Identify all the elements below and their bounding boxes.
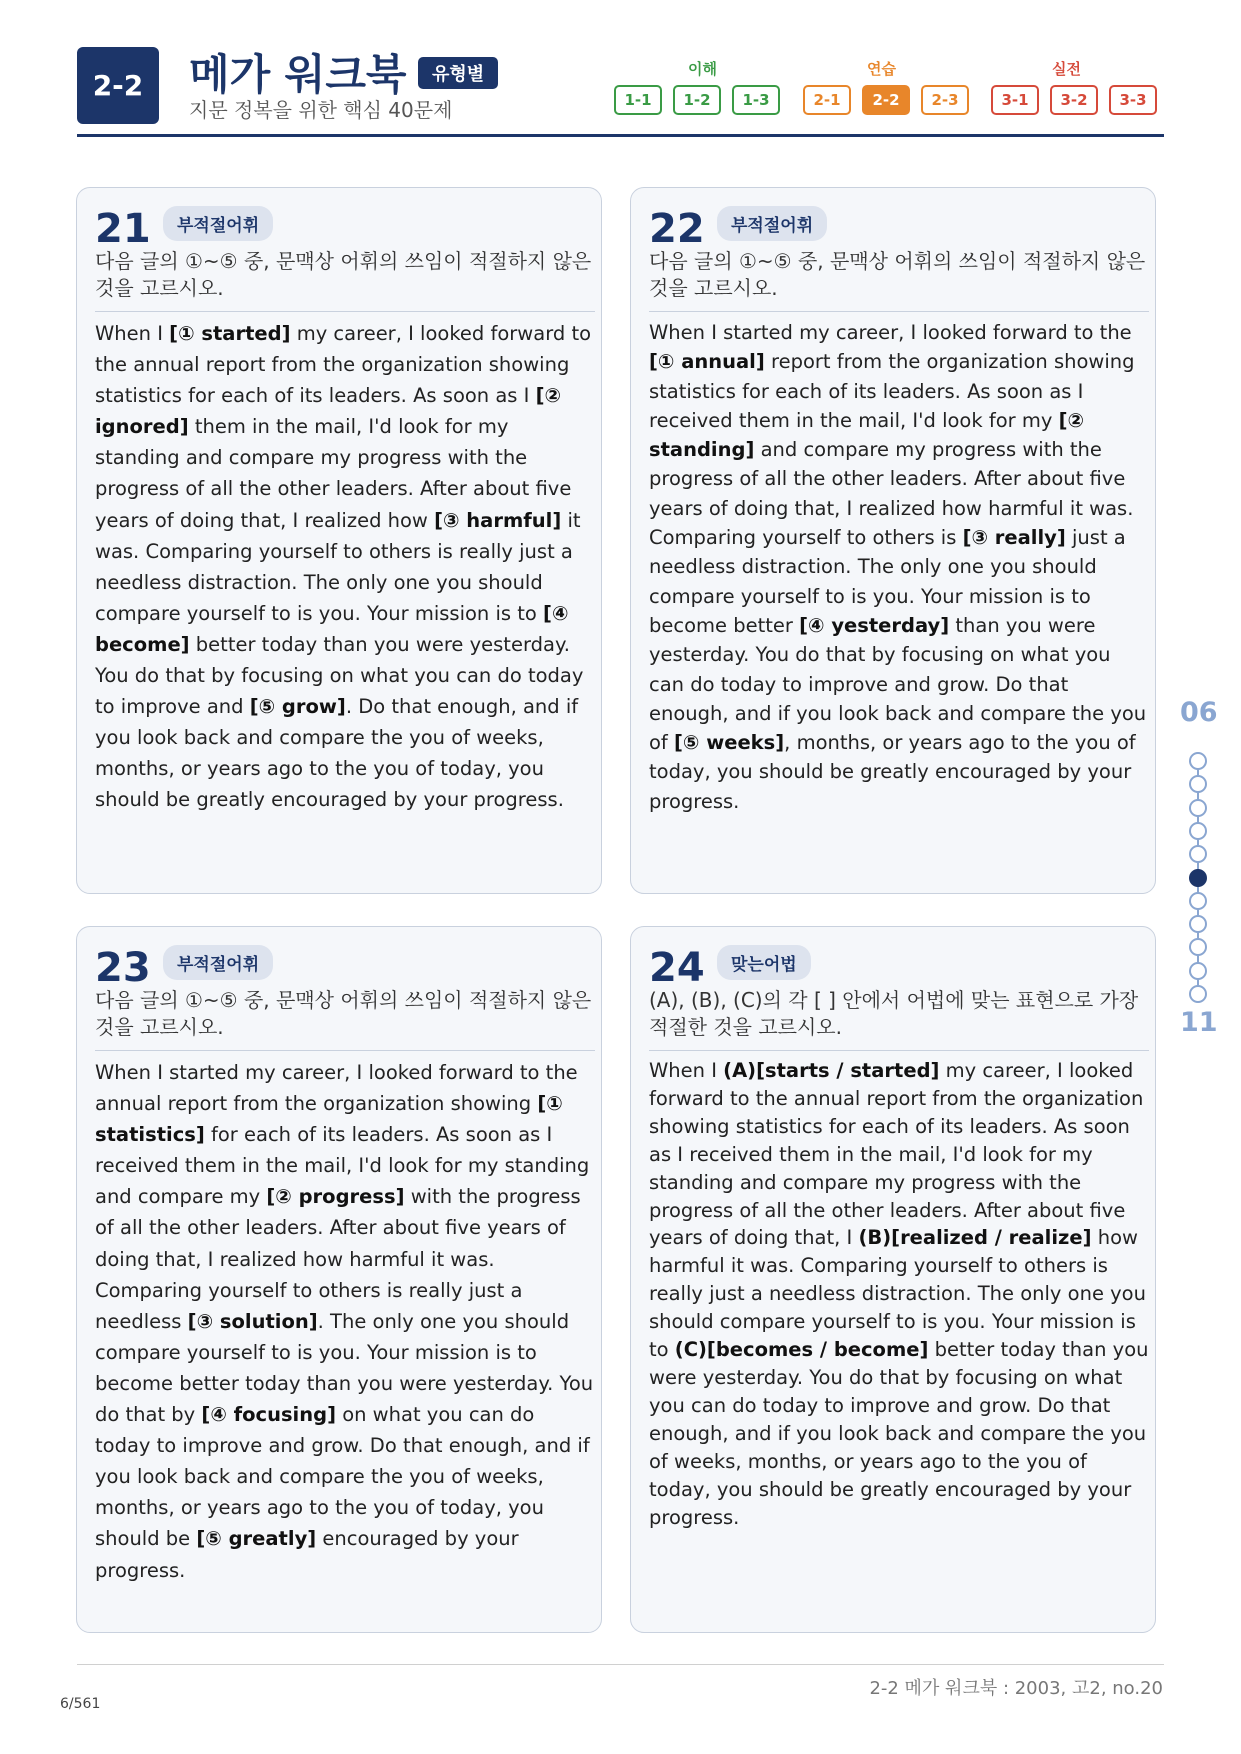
step-1-2[interactable]: 1-2 bbox=[673, 85, 721, 115]
group-label-practice: 연습 bbox=[867, 60, 896, 78]
page-number: 6/561 bbox=[60, 1696, 101, 1712]
progress-dot bbox=[1189, 869, 1207, 887]
passage-text: When I started my career, I looked forward to the annual report from the organization showing [① statistics] for each of its leaders. As soon as I received them in the mail, I'd look for my standing and compare my [② progress] with the progress of all the other leaders. After about five years of doing that, I realized how harmful it was. Comparing yourself to others is really just a needless [③ solution]. The only one you should compare yourself to is you. Your mission is to become better today than you were yesterday. You do that by [④ focusing] on what you can do today to improve and grow. Do that enough, and if you look back and compare the you of weeks, months, or years ago to the you of today, you should be [⑤ greatly] encouraged by your progress. bbox=[95, 1061, 594, 1582]
footer-source: 2-2 메가 워크북 : 2003, 고2, no.20 bbox=[869, 1678, 1163, 1699]
progress-dot bbox=[1189, 915, 1207, 933]
step-1-1[interactable]: 1-1 bbox=[614, 85, 662, 115]
passage-text: When I started my career, I looked forward to the [① annual] report from the organization showing statistics for each of its leaders. As soon as I received them in the mail, I'd look for my [② standing] and compare my progress with the progress of all the other leaders. After about five years of doing that, I realized how harmful it was. Comparing yourself to others is [③ really] just a needless distraction. The only one you should compare yourself to is you. Your mission is to become better [④ yesterday] than you were yesterday. You do that by focusing on what you can do today to improve and grow. Do that enough, and if you look back and compare the you of [⑤ weeks], months, or years ago to the you of today, you should be greatly encouraged by your progress. bbox=[649, 321, 1147, 813]
question-passage bbox=[649, 1057, 1149, 1531]
type-tag: 유형별 bbox=[418, 57, 498, 89]
question-passage bbox=[649, 318, 1149, 816]
question-type-tag: 부적절어휘 bbox=[717, 206, 827, 241]
question-divider bbox=[649, 311, 1149, 312]
question-number: 23 bbox=[95, 945, 151, 991]
step-3-1[interactable]: 3-1 bbox=[991, 85, 1039, 115]
question-instruction: 다음 글의 ①~⑤ 중, 문맥상 어휘의 쓰임이 적절하지 않은 것을 고르시오. bbox=[95, 988, 592, 1039]
step-1-3[interactable]: 1-3 bbox=[732, 85, 780, 115]
question-passage bbox=[95, 1057, 595, 1586]
progress-dot bbox=[1189, 845, 1207, 863]
question-number: 22 bbox=[649, 206, 705, 252]
question-type-tag: 부적절어휘 bbox=[163, 206, 273, 241]
step-3-2[interactable]: 3-2 bbox=[1050, 85, 1098, 115]
sidebar-range-end: 11 bbox=[1180, 1007, 1218, 1038]
progress-dot bbox=[1189, 752, 1207, 770]
question-instruction: 다음 글의 ①~⑤ 중, 문맥상 어휘의 쓰임이 적절하지 않은 것을 고르시오. bbox=[95, 249, 592, 300]
question-instruction: (A), (B), (C)의 각 [ ] 안에서 어법에 맞는 표현으로 가장 적절한 것을 고르시오. bbox=[649, 988, 1139, 1039]
question-instruction: 다음 글의 ①~⑤ 중, 문맥상 어휘의 쓰임이 적절하지 않은 것을 고르시오. bbox=[649, 249, 1146, 300]
group-label-real: 실전 bbox=[1052, 60, 1081, 78]
passage-text: When I (A)[starts / started] my career, I looked forward to the annual report from the organization showing statistics for each of its leaders. As soon as I received them in the mail, I'd look for my standing and compare my progress with the progress of all the other leaders. After about five years of doing that, I (B)[realized / realize] how harmful it was. Comparing yourself to others is really just a needless distraction. The only one you should compare yourself to is you. Your mission is to (C)[becomes / become] better today than you were yesterday. You do that by focusing on what you can do today to improve and grow. Do that enough, and if you look back and compare the you of weeks, months, or years ago to the you of today, you should be greatly encouraged by your progress. bbox=[649, 1059, 1149, 1529]
question-card-23 bbox=[76, 926, 602, 1633]
question-number: 24 bbox=[649, 945, 705, 991]
question-number: 21 bbox=[95, 206, 151, 252]
question-type-tag: 부적절어휘 bbox=[163, 945, 273, 980]
question-divider bbox=[649, 1050, 1149, 1051]
progress-dot bbox=[1189, 822, 1207, 840]
question-divider bbox=[95, 311, 595, 312]
passage-text: When I [① started] my career, I looked forward to the annual report from the organization showing statistics for each of its leaders. As soon as I [② ignored] them in the mail, I'd look for my standing and compare my progress with the progress of all the other leaders. After about five years of doing that, I realized how [③ harmful] it was. Comparing yourself to others is really just a needless distraction. The only one you should compare yourself to is you. Your mission is to [④ become] better today than you were yesterday. You do that by focusing on what you can do today to improve and [⑤ grow]. Do that enough, and if you look back and compare the you of weeks, months, or years ago to the you of today, you should be greatly encouraged by your progress. bbox=[95, 322, 592, 812]
group-label-understand: 이해 bbox=[688, 60, 717, 78]
page-title: 메가 워크북 bbox=[189, 50, 407, 99]
step-2-3[interactable]: 2-3 bbox=[921, 85, 969, 115]
step-2-1[interactable]: 2-1 bbox=[803, 85, 851, 115]
progress-dot bbox=[1189, 938, 1207, 956]
progress-dot bbox=[1189, 892, 1207, 910]
chapter-badge: 2-2 bbox=[77, 47, 159, 124]
question-card-22 bbox=[630, 187, 1156, 894]
step-2-2[interactable]: 2-2 bbox=[862, 85, 910, 115]
question-card-24 bbox=[630, 926, 1156, 1633]
header-divider bbox=[77, 134, 1164, 137]
question-card-21 bbox=[76, 187, 602, 894]
progress-dot bbox=[1189, 985, 1207, 1003]
sidebar-range-start: 06 bbox=[1180, 697, 1218, 728]
progress-dot bbox=[1189, 775, 1207, 793]
progress-dot bbox=[1189, 799, 1207, 817]
step-3-3[interactable]: 3-3 bbox=[1109, 85, 1157, 115]
page-subtitle: 지문 정복을 위한 핵심 40문제 bbox=[189, 98, 453, 122]
footer-divider bbox=[77, 1664, 1164, 1665]
question-divider bbox=[95, 1050, 595, 1051]
progress-dot bbox=[1189, 962, 1207, 980]
question-type-tag: 맞는어법 bbox=[717, 945, 811, 980]
question-passage bbox=[95, 318, 595, 816]
